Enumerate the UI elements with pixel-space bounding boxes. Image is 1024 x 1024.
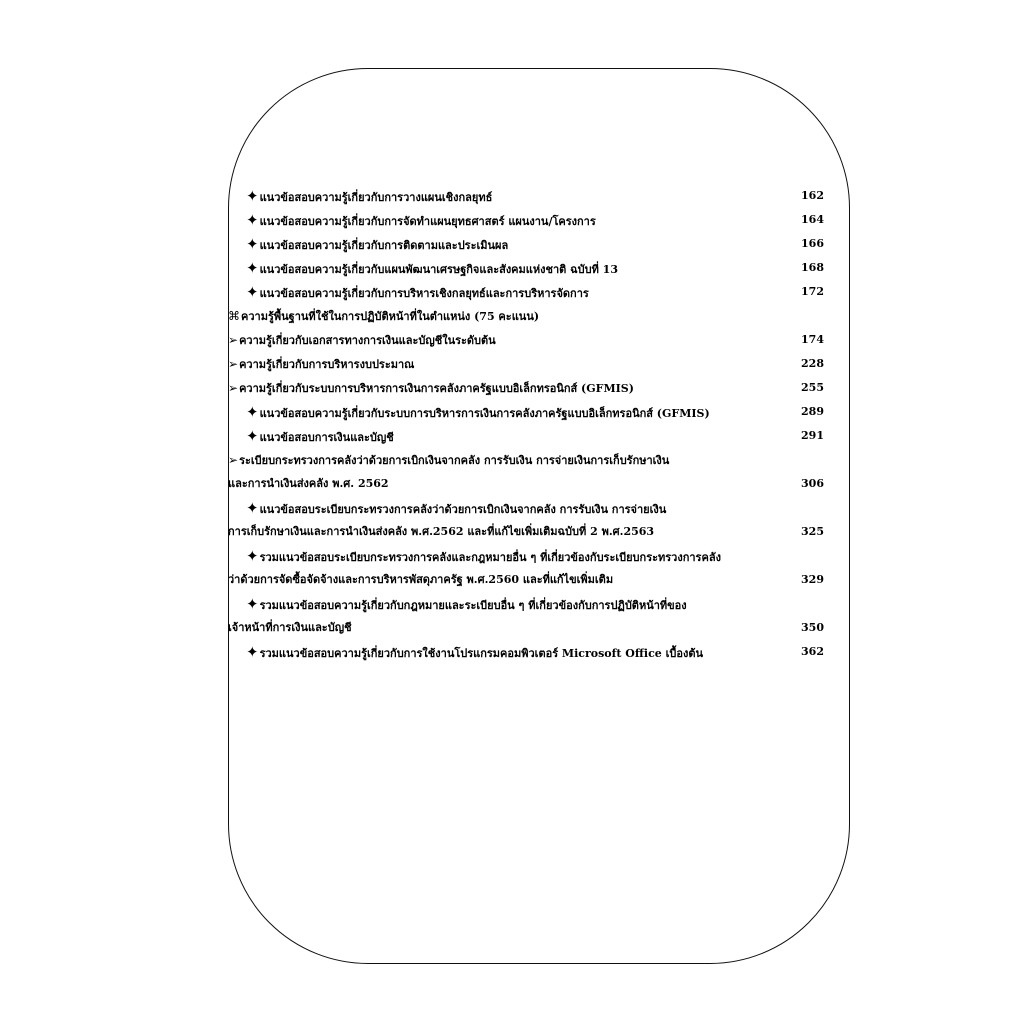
toc-entry-text bbox=[228, 352, 774, 377]
arrow-icon: ➢ bbox=[228, 333, 239, 347]
toc-entry bbox=[228, 256, 824, 280]
star-icon: ✦ bbox=[246, 595, 259, 613]
toc-entry-label: แนวข้อสอบความรู้เกี่ยวกับระบบการบริหารการเงินการคลังภาครัฐแบบอิเล็กทรอนิกส์ (GFMIS) bbox=[259, 407, 710, 420]
toc-entry bbox=[228, 208, 824, 232]
book-icon: ⌘ bbox=[228, 309, 240, 323]
toc-entry-text bbox=[246, 208, 774, 234]
toc-page-number: 289 bbox=[801, 405, 824, 418]
star-icon: ✦ bbox=[246, 499, 259, 517]
toc-entry-text bbox=[246, 184, 774, 210]
toc-entry-label: การเก็บรักษาเงินและการนำเงินส่งคลัง พ.ศ.2562 และที่แก้ไขเพิ่มเติมฉบับที่ 2 พ.ศ.2563 bbox=[228, 525, 655, 538]
toc-entry bbox=[228, 592, 824, 616]
arrow-icon: ➢ bbox=[228, 357, 239, 371]
toc-entry bbox=[228, 424, 824, 448]
toc-entry-text bbox=[246, 424, 774, 450]
toc-page-number: 362 bbox=[801, 645, 824, 658]
toc-entry-label: ระเบียบกระทรวงการคลังว่าด้วยการเบิกเงินจากคลัง การรับเงิน การจ่ายเงินการเก็บรักษาเงิน bbox=[239, 454, 670, 467]
toc-entry-text bbox=[228, 328, 774, 353]
toc-entry bbox=[228, 352, 824, 376]
toc-entry bbox=[228, 400, 824, 424]
toc-entry-label: แนวข้อสอบความรู้เกี่ยวกับการวางแผนเชิงกลยุทธ์ bbox=[259, 191, 493, 204]
toc-entry-text bbox=[228, 304, 774, 329]
star-icon: ✦ bbox=[246, 403, 259, 421]
toc-entry-text bbox=[246, 544, 774, 570]
toc-entry-label: ความรู้เกี่ยวกับระบบการบริหารการเงินการคลังภาครัฐแบบอิเล็กทรอนิกส์ (GFMIS) bbox=[239, 382, 634, 395]
toc-entry-text bbox=[246, 496, 774, 522]
toc-entry bbox=[228, 328, 824, 352]
toc-entry-label: ว่าด้วยการจัดซื้อจัดจ้างและการบริหารพัสดุภาครัฐ พ.ศ.2560 และที่แก้ไขเพิ่มเติม bbox=[228, 573, 614, 586]
toc-page-number: 162 bbox=[801, 189, 824, 202]
toc-entry-text bbox=[246, 400, 774, 426]
toc-entry-continuation bbox=[228, 472, 824, 496]
toc-page-number: 174 bbox=[801, 333, 824, 346]
toc-entry-label: ความรู้เกี่ยวกับเอกสารทางการเงินและบัญชีในระดับต้น bbox=[239, 334, 496, 347]
toc-page-number: 166 bbox=[801, 237, 824, 250]
toc-entry-label: ความรู้พื้นฐานที่ใช้ในการปฏิบัติหน้าที่ในตำแหน่ง (75 คะแนน) bbox=[241, 310, 540, 323]
toc-entry-text bbox=[228, 520, 774, 544]
toc-entry-label: รวมแนวข้อสอบความรู้เกี่ยวกับการใช้งานโปรแกรมคอมพิวเตอร์ Microsoft Office เบื้องต้น bbox=[259, 647, 703, 660]
toc-entry-label: รวมแนวข้อสอบความรู้เกี่ยวกับกฎหมายและระเบียบอื่น ๆ ที่เกี่ยวข้องกับการปฏิบัติหน้าที่ของ bbox=[259, 599, 687, 612]
toc-page-number: 164 bbox=[801, 213, 824, 226]
toc-entry-text bbox=[246, 232, 774, 258]
toc-entry-text bbox=[228, 376, 774, 401]
star-icon: ✦ bbox=[246, 259, 259, 277]
toc-page-number: 325 bbox=[801, 525, 824, 538]
toc-entry bbox=[228, 232, 824, 256]
star-icon: ✦ bbox=[246, 547, 259, 565]
arrow-icon: ➢ bbox=[228, 381, 239, 395]
toc-entry-text bbox=[228, 616, 774, 640]
toc-page-number: 350 bbox=[801, 621, 824, 634]
star-icon: ✦ bbox=[246, 643, 259, 661]
toc-page-number: 329 bbox=[801, 573, 824, 586]
toc-section-heading bbox=[228, 304, 824, 328]
toc-entry bbox=[228, 376, 824, 400]
toc-entry-text bbox=[228, 448, 774, 473]
toc-page-number: 228 bbox=[801, 357, 824, 370]
toc-entry bbox=[228, 280, 824, 304]
toc-page-number: 291 bbox=[801, 429, 824, 442]
toc-page-number: 255 bbox=[801, 381, 824, 394]
star-icon: ✦ bbox=[246, 427, 259, 445]
toc-entry-text bbox=[246, 280, 774, 306]
toc-entry-continuation bbox=[228, 616, 824, 640]
toc-entry-label: แนวข้อสอบความรู้เกี่ยวกับการจัดทำแผนยุทธศาสตร์ แผนงาน/โครงการ bbox=[259, 215, 596, 228]
toc-entry-label: ความรู้เกี่ยวกับการบริหารงบประมาณ bbox=[239, 358, 415, 371]
toc-entry bbox=[228, 184, 824, 208]
toc-entry-continuation bbox=[228, 568, 824, 592]
toc-entry-label: รวมแนวข้อสอบระเบียบกระทรวงการคลังและกฎหมายอื่น ๆ ที่เกี่ยวข้องกับระเบียบกระทรวงการคลัง bbox=[259, 551, 721, 564]
toc-entry-label: แนวข้อสอบความรู้เกี่ยวกับการติดตามและประเมินผล bbox=[259, 239, 509, 252]
toc-entry-label: แนวข้อสอบการเงินและบัญชี bbox=[259, 431, 394, 444]
toc-entry-text bbox=[228, 472, 774, 496]
table-of-contents bbox=[228, 184, 824, 664]
toc-page-number: 306 bbox=[801, 477, 824, 490]
arrow-icon: ➢ bbox=[228, 453, 239, 467]
toc-entry-text bbox=[246, 640, 774, 666]
toc-entry bbox=[228, 640, 824, 664]
toc-entry bbox=[228, 496, 824, 520]
toc-entry-text bbox=[246, 256, 774, 282]
toc-entry-label: และการนำเงินส่งคลัง พ.ศ. 2562 bbox=[228, 477, 389, 490]
star-icon: ✦ bbox=[246, 187, 259, 205]
toc-entry bbox=[228, 448, 824, 472]
toc-entry-label: เจ้าหน้าที่การเงินและบัญชี bbox=[228, 621, 352, 634]
toc-entry-text bbox=[246, 592, 774, 618]
toc-entry-text bbox=[228, 568, 774, 592]
star-icon: ✦ bbox=[246, 211, 259, 229]
toc-entry bbox=[228, 544, 824, 568]
toc-entry-label: แนวข้อสอบระเบียบกระทรวงการคลังว่าด้วยการเบิกเงินจากคลัง การรับเงิน การจ่ายเงิน bbox=[259, 503, 667, 516]
toc-entry-label: แนวข้อสอบความรู้เกี่ยวกับแผนพัฒนาเศรษฐกิจและสังคมแห่งชาติ ฉบับที่ 13 bbox=[259, 263, 618, 276]
toc-page-number: 172 bbox=[801, 285, 824, 298]
toc-page-number: 168 bbox=[801, 261, 824, 274]
toc-entry-label: แนวข้อสอบความรู้เกี่ยวกับการบริหารเชิงกลยุทธ์และการบริหารจัดการ bbox=[259, 287, 589, 300]
star-icon: ✦ bbox=[246, 235, 259, 253]
toc-entry-continuation bbox=[228, 520, 824, 544]
star-icon: ✦ bbox=[246, 283, 259, 301]
